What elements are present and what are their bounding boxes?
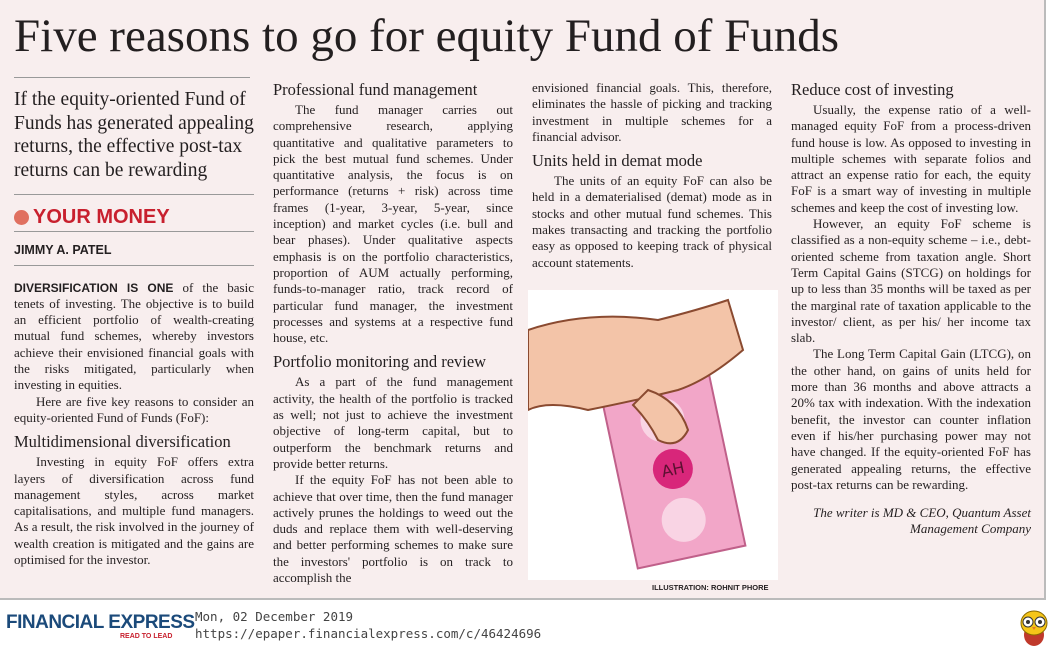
intro-paragraph bbox=[14, 280, 254, 394]
paragraph: Investing in equity FoF offers extra layers of diversification across fund management styles, across market capitalisations, and multiple fund managers. As a result, the risk involved in the journey of wealth creation is mitigated and the gains are optimised for the investor. bbox=[14, 454, 254, 568]
divider bbox=[14, 194, 254, 195]
subheading: Units held in demat mode bbox=[532, 151, 703, 171]
intro-text: of the basic tenets of investing. The objective is to build an efficient portfolio of wealth-creating mutual fund schemes, whereby investors achieve their envisioned financial goals with the risks mitigated, particularly when investing in equities. bbox=[14, 279, 254, 393]
illustration-credit: ILLUSTRATION: ROHNIT PHORE bbox=[652, 583, 769, 592]
subheading: Reduce cost of investing bbox=[791, 80, 954, 99]
subheading: Portfolio monitoring and review bbox=[273, 352, 487, 372]
byline: JIMMY A. PATEL bbox=[14, 243, 112, 258]
column-3 bbox=[532, 80, 772, 271]
note-mark: AH bbox=[659, 457, 687, 482]
paragraph: However, an equity FoF scheme is classified as a non-equity scheme – i.e., debt-oriented scheme from taxation angle. Short Term Capital Gains (STCG) on holdings for up to less than 35 months will be taxed as per the marginal rate of taxation applicable to the investor/ client, as per his/ her income tax slab. bbox=[791, 216, 1031, 346]
footer bbox=[0, 604, 1056, 647]
paragraph: As a part of the fund management activity, the health of the portfolio is tracked as well; not just to achieve the investment objective of long-term capital, but to outperform the benchmark returns and provide better returns. bbox=[273, 374, 513, 471]
column-1 bbox=[14, 88, 254, 568]
subheading: Professional fund management bbox=[273, 80, 478, 99]
divider bbox=[14, 265, 254, 266]
lead-in: DIVERSIFICATION IS ONE bbox=[14, 280, 174, 295]
paragraph: Here are five key reasons to consider an equity-oriented Fund of Funds (FoF): bbox=[14, 393, 254, 425]
paragraph: The fund manager carries out comprehensive research, applying quantitative and qualitative parameters to pick the best mutual fund schemes. Under quantitative analysis, the focus is on performance (returns + risk) across time frames (1-year, 3-year, 5-year, since inception) and market cycles (i.e. bull and bear phases). Under qualitative aspects emphasis is on the portfolio characteristics, proportion of AUM actually performing, funds-to-manager ratio, track record of particular fund manager, the investment processes and systems at a respective fund house, etc. bbox=[273, 102, 513, 346]
paragraph: Usually, the expense ratio of a well-managed equity FoF from a process-driven fund house is low. As opposed to investing in multiple schemes with separate folios and attract an expense ratio for each, the equity FoF is a smart way of investing in multiple schemes and keep the cost of investing low. bbox=[791, 102, 1031, 215]
illustration-hand-holding-banknote bbox=[528, 290, 778, 580]
column-2 bbox=[273, 80, 513, 586]
source-url[interactable]: https://epaper.financialexpress.com/c/46424696 bbox=[195, 626, 542, 641]
deck: If the equity-oriented Fund of Funds has generated appealing returns, the effective post-tax returns can be rewarding bbox=[14, 89, 254, 181]
financial-express-logo[interactable]: FINANCIAL EXPRESS bbox=[6, 612, 195, 633]
subheading: Multidimensional diversification bbox=[14, 432, 231, 452]
publication-date: Mon, 02 December 2019 bbox=[195, 609, 354, 624]
headline: Five reasons to go for equity Fund of Funds bbox=[14, 10, 840, 62]
paragraph: envisioned financial goals. This, therefore, eliminates the hassle of picking and tracking investment in multiple schemes for a financial advisor. bbox=[532, 80, 772, 144]
writer-note: The writer is MD & CEO, Quantum Asset Management Company bbox=[813, 505, 1031, 537]
paragraph: The units of an equity FoF can also be held in a dematerialised (demat) mode as in stocks and other mutual fund schemes. This makes transacting and tracking the portfolio easy as opposed to keeping track of physical account statements. bbox=[532, 173, 772, 270]
owl-mascot-icon bbox=[1018, 609, 1050, 647]
section-label bbox=[14, 206, 254, 228]
section-text: YOUR MONEY bbox=[33, 206, 170, 228]
paragraph: If the equity FoF has not been able to achieve that over time, then the fund manager actively prunes the holdings to weed out the duds and replace them with well-deserving and better performing schemes to make sure the investors' portfolio is on track to accomplish the bbox=[273, 472, 513, 586]
column-4 bbox=[791, 80, 1031, 538]
divider bbox=[14, 77, 250, 78]
bullet-icon bbox=[14, 210, 29, 225]
paragraph: The Long Term Capital Gain (LTCG), on the other hand, on gains of units held for more than 36 months and above attracts a 20% tax with indexation. With the indexation benefit, the investor can counter inflation even if his/her purchasing power may not have changed. If the equity-oriented FoF has generated appealing returns, the effective post-tax returns can be rewarding. bbox=[791, 346, 1031, 492]
logo-tagline: READ TO LEAD bbox=[120, 633, 173, 640]
divider bbox=[14, 231, 254, 232]
